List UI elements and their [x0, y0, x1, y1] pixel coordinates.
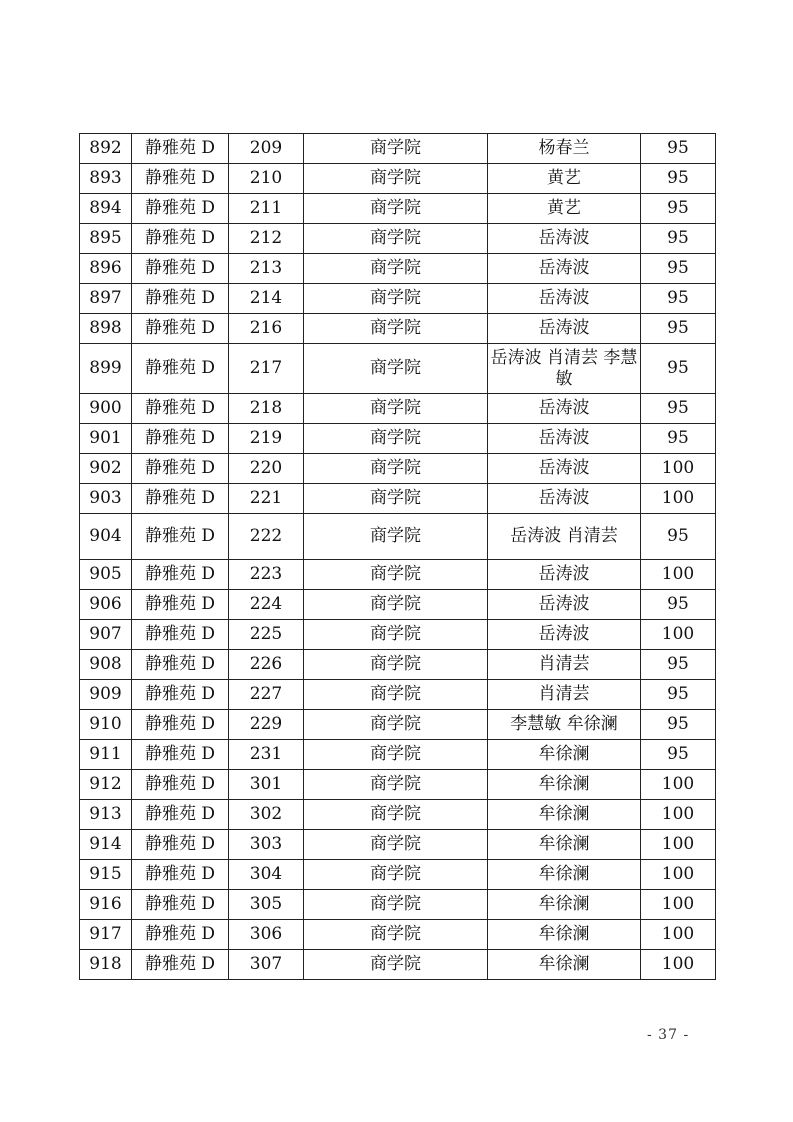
score-cell: 100	[641, 800, 716, 830]
teacher-cell: 杨春兰	[488, 134, 641, 164]
table-row	[80, 860, 716, 890]
building-cell: 静雅苑 D	[132, 454, 229, 484]
college-cell: 商学院	[304, 590, 488, 620]
building-cell: 静雅苑 D	[132, 134, 229, 164]
table-row	[80, 224, 716, 254]
college-cell: 商学院	[304, 830, 488, 860]
room-number-cell: 227	[229, 680, 304, 710]
score-cell: 100	[641, 560, 716, 590]
room-number-cell: 213	[229, 254, 304, 284]
room-number-cell: 229	[229, 710, 304, 740]
score-cell: 100	[641, 454, 716, 484]
college-cell: 商学院	[304, 890, 488, 920]
teacher-cell: 牟徐澜	[488, 920, 641, 950]
building-cell: 静雅苑 D	[132, 920, 229, 950]
page-number: - 37 -	[647, 1027, 690, 1043]
teacher-cell: 岳涛波	[488, 454, 641, 484]
teacher-cell: 肖清芸	[488, 680, 641, 710]
row-number-cell: 910	[80, 710, 132, 740]
score-cell: 95	[641, 254, 716, 284]
table-row	[80, 560, 716, 590]
row-number-cell: 903	[80, 484, 132, 514]
teacher-cell: 岳涛波	[488, 314, 641, 344]
building-cell: 静雅苑 D	[132, 800, 229, 830]
room-number-cell: 306	[229, 920, 304, 950]
building-cell: 静雅苑 D	[132, 590, 229, 620]
table-row	[80, 424, 716, 454]
college-cell: 商学院	[304, 224, 488, 254]
college-cell: 商学院	[304, 454, 488, 484]
building-cell: 静雅苑 D	[132, 424, 229, 454]
room-number-cell: 304	[229, 860, 304, 890]
table-row	[80, 740, 716, 770]
college-cell: 商学院	[304, 424, 488, 454]
table-row	[80, 194, 716, 224]
row-number-cell: 907	[80, 620, 132, 650]
college-cell: 商学院	[304, 800, 488, 830]
building-cell: 静雅苑 D	[132, 680, 229, 710]
college-cell: 商学院	[304, 710, 488, 740]
room-number-cell: 224	[229, 590, 304, 620]
building-cell: 静雅苑 D	[132, 394, 229, 424]
score-cell: 95	[641, 224, 716, 254]
table-row	[80, 620, 716, 650]
score-cell: 95	[641, 394, 716, 424]
score-cell: 100	[641, 620, 716, 650]
table-row	[80, 284, 716, 314]
teacher-cell: 李慧敏 牟徐澜	[488, 710, 641, 740]
score-cell: 95	[641, 424, 716, 454]
room-number-cell: 231	[229, 740, 304, 770]
table-row	[80, 830, 716, 860]
row-number-cell: 900	[80, 394, 132, 424]
teacher-cell: 牟徐澜	[488, 740, 641, 770]
college-cell: 商学院	[304, 164, 488, 194]
teacher-cell: 黄艺	[488, 164, 641, 194]
building-cell: 静雅苑 D	[132, 860, 229, 890]
table-row	[80, 394, 716, 424]
room-number-cell: 219	[229, 424, 304, 454]
teacher-cell: 牟徐澜	[488, 830, 641, 860]
building-cell: 静雅苑 D	[132, 890, 229, 920]
college-cell: 商学院	[304, 680, 488, 710]
college-cell: 商学院	[304, 314, 488, 344]
building-cell: 静雅苑 D	[132, 484, 229, 514]
row-number-cell: 895	[80, 224, 132, 254]
room-number-cell: 214	[229, 284, 304, 314]
college-cell: 商学院	[304, 344, 488, 394]
room-number-cell: 211	[229, 194, 304, 224]
score-cell: 100	[641, 860, 716, 890]
row-number-cell: 904	[80, 514, 132, 560]
college-cell: 商学院	[304, 740, 488, 770]
row-number-cell: 905	[80, 560, 132, 590]
row-number-cell: 913	[80, 800, 132, 830]
table-row	[80, 344, 716, 394]
room-number-cell: 302	[229, 800, 304, 830]
score-cell: 95	[641, 710, 716, 740]
table-row	[80, 164, 716, 194]
teacher-cell: 牟徐澜	[488, 950, 641, 980]
college-cell: 商学院	[304, 920, 488, 950]
row-number-cell: 892	[80, 134, 132, 164]
college-cell: 商学院	[304, 860, 488, 890]
table-row	[80, 920, 716, 950]
room-number-cell: 307	[229, 950, 304, 980]
row-number-cell: 906	[80, 590, 132, 620]
score-cell: 95	[641, 284, 716, 314]
score-cell: 95	[641, 134, 716, 164]
score-cell: 100	[641, 484, 716, 514]
score-cell: 95	[641, 344, 716, 394]
room-number-cell: 301	[229, 770, 304, 800]
row-number-cell: 893	[80, 164, 132, 194]
teacher-cell: 岳涛波 肖清芸	[488, 514, 641, 560]
score-cell: 95	[641, 194, 716, 224]
table-row	[80, 800, 716, 830]
score-cell: 95	[641, 650, 716, 680]
score-cell: 100	[641, 770, 716, 800]
row-number-cell: 899	[80, 344, 132, 394]
college-cell: 商学院	[304, 560, 488, 590]
score-cell: 95	[641, 164, 716, 194]
teacher-cell: 岳涛波	[488, 484, 641, 514]
room-number-cell: 221	[229, 484, 304, 514]
teacher-cell: 牟徐澜	[488, 890, 641, 920]
building-cell: 静雅苑 D	[132, 620, 229, 650]
row-number-cell: 908	[80, 650, 132, 680]
teacher-cell: 岳涛波	[488, 620, 641, 650]
building-cell: 静雅苑 D	[132, 284, 229, 314]
row-number-cell: 914	[80, 830, 132, 860]
teacher-cell: 牟徐澜	[488, 860, 641, 890]
building-cell: 静雅苑 D	[132, 740, 229, 770]
room-number-cell: 303	[229, 830, 304, 860]
teacher-cell: 岳涛波	[488, 424, 641, 454]
room-number-cell: 216	[229, 314, 304, 344]
room-number-cell: 209	[229, 134, 304, 164]
score-cell: 100	[641, 920, 716, 950]
college-cell: 商学院	[304, 620, 488, 650]
room-number-cell: 223	[229, 560, 304, 590]
row-number-cell: 916	[80, 890, 132, 920]
teacher-cell: 肖清芸	[488, 650, 641, 680]
room-number-cell: 226	[229, 650, 304, 680]
building-cell: 静雅苑 D	[132, 254, 229, 284]
building-cell: 静雅苑 D	[132, 514, 229, 560]
score-cell: 95	[641, 590, 716, 620]
score-cell: 95	[641, 740, 716, 770]
score-cell: 95	[641, 314, 716, 344]
building-cell: 静雅苑 D	[132, 950, 229, 980]
score-cell: 100	[641, 950, 716, 980]
row-number-cell: 909	[80, 680, 132, 710]
college-cell: 商学院	[304, 484, 488, 514]
building-cell: 静雅苑 D	[132, 194, 229, 224]
teacher-cell: 岳涛波	[488, 560, 641, 590]
row-number-cell: 917	[80, 920, 132, 950]
room-number-cell: 210	[229, 164, 304, 194]
college-cell: 商学院	[304, 770, 488, 800]
score-cell: 95	[641, 514, 716, 560]
teacher-cell: 岳涛波	[488, 224, 641, 254]
row-number-cell: 896	[80, 254, 132, 284]
table-row	[80, 770, 716, 800]
college-cell: 商学院	[304, 950, 488, 980]
college-cell: 商学院	[304, 284, 488, 314]
teacher-cell: 岳涛波	[488, 284, 641, 314]
score-cell: 100	[641, 890, 716, 920]
college-cell: 商学院	[304, 514, 488, 560]
table-row	[80, 650, 716, 680]
table-row	[80, 484, 716, 514]
table-row	[80, 254, 716, 284]
building-cell: 静雅苑 D	[132, 164, 229, 194]
table-row	[80, 950, 716, 980]
college-cell: 商学院	[304, 394, 488, 424]
score-cell: 95	[641, 680, 716, 710]
table-row	[80, 680, 716, 710]
row-number-cell: 901	[80, 424, 132, 454]
college-cell: 商学院	[304, 134, 488, 164]
row-number-cell: 918	[80, 950, 132, 980]
room-number-cell: 217	[229, 344, 304, 394]
room-number-cell: 222	[229, 514, 304, 560]
row-number-cell: 898	[80, 314, 132, 344]
row-number-cell: 915	[80, 860, 132, 890]
building-cell: 静雅苑 D	[132, 710, 229, 740]
room-number-cell: 218	[229, 394, 304, 424]
college-cell: 商学院	[304, 650, 488, 680]
table-row	[80, 314, 716, 344]
teacher-cell: 岳涛波	[488, 254, 641, 284]
row-number-cell: 894	[80, 194, 132, 224]
table-body	[80, 134, 716, 980]
table-row	[80, 454, 716, 484]
row-number-cell: 902	[80, 454, 132, 484]
room-number-cell: 305	[229, 890, 304, 920]
table-row	[80, 890, 716, 920]
dormitory-score-table	[79, 133, 716, 980]
room-number-cell: 225	[229, 620, 304, 650]
building-cell: 静雅苑 D	[132, 650, 229, 680]
building-cell: 静雅苑 D	[132, 770, 229, 800]
table-row	[80, 134, 716, 164]
teacher-cell: 牟徐澜	[488, 770, 641, 800]
row-number-cell: 897	[80, 284, 132, 314]
teacher-cell: 黄艺	[488, 194, 641, 224]
table-row	[80, 590, 716, 620]
room-number-cell: 220	[229, 454, 304, 484]
building-cell: 静雅苑 D	[132, 830, 229, 860]
building-cell: 静雅苑 D	[132, 344, 229, 394]
room-number-cell: 212	[229, 224, 304, 254]
teacher-cell: 岳涛波	[488, 394, 641, 424]
building-cell: 静雅苑 D	[132, 560, 229, 590]
teacher-cell: 岳涛波	[488, 590, 641, 620]
teacher-cell: 牟徐澜	[488, 800, 641, 830]
row-number-cell: 912	[80, 770, 132, 800]
college-cell: 商学院	[304, 254, 488, 284]
building-cell: 静雅苑 D	[132, 314, 229, 344]
table-row	[80, 514, 716, 560]
building-cell: 静雅苑 D	[132, 224, 229, 254]
row-number-cell: 911	[80, 740, 132, 770]
score-cell: 100	[641, 830, 716, 860]
college-cell: 商学院	[304, 194, 488, 224]
table-row	[80, 710, 716, 740]
teacher-cell: 岳涛波 肖清芸 李慧敏	[488, 344, 641, 394]
